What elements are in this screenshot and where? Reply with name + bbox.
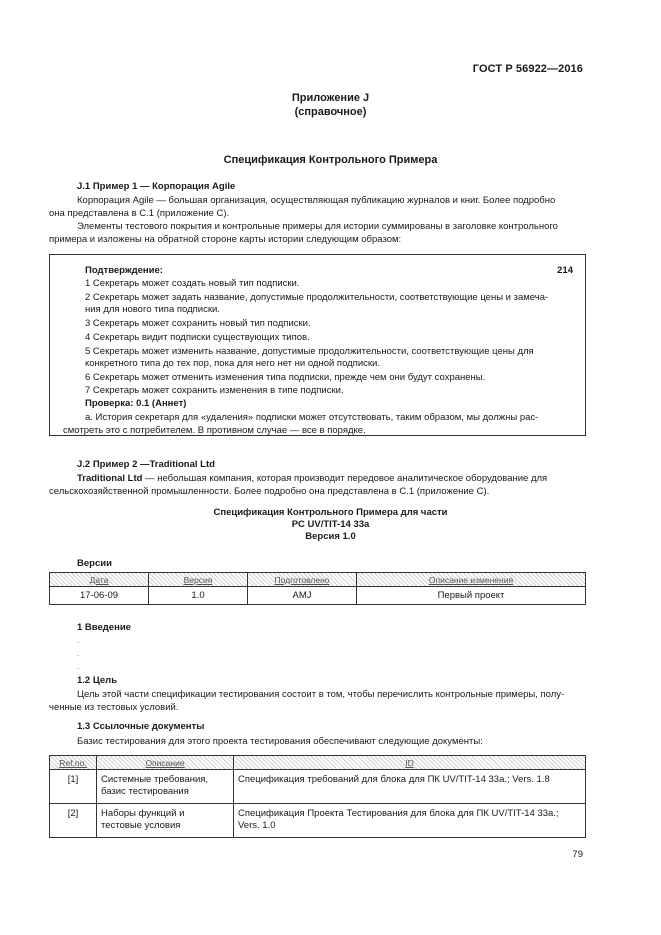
goal-heading: 1.2 Цель (77, 675, 118, 686)
j1-paragraph-1-line-1: Корпорация Agile — большая организация, осуществляющая публикацию журналов и книг. Более подробно (77, 195, 556, 206)
version-number-cell: 1.0 (149, 587, 248, 605)
version-description-cell: Первый проект (357, 587, 586, 605)
ref-id-line-2: Vers. 1.0 (238, 820, 276, 831)
j2-paragraph-line-1-text: — небольшая компания, которая производит передовое аналитическое оборудование для (142, 473, 548, 484)
table-row (50, 587, 586, 605)
goal-text-line-2: ченные из тестовых условий. (49, 702, 179, 713)
ref-number-cell: [1] (50, 770, 97, 804)
ref-description-line-2: тестовые условия (101, 820, 181, 831)
ref-description-line-2: базис тестирования (101, 786, 189, 797)
spec-title-line-1: Спецификация Контрольного Примера для части (213, 507, 448, 518)
ref-id-cell (234, 770, 586, 804)
ref-description-line-1: Наборы функций и (101, 808, 185, 819)
j1-paragraph-1-line-2: она представлена в С.1 (приложение С). (49, 208, 230, 219)
version-author-cell: AMJ (248, 587, 357, 605)
spec-title-line-3: Версия 1.0 (305, 531, 356, 542)
refs-intro: Базис тестирования для этого проекта тестирования обеспечивают следующие документы: (77, 736, 483, 747)
section-j1-heading: J.1 Пример 1 — Корпорация Agile (77, 181, 236, 192)
main-title: Спецификация Контрольного Примера (223, 154, 438, 166)
j1-paragraph-2-line-2: примера и изложены на обратной стороне карты истории следующим образом: (49, 234, 402, 245)
ref-id-cell (234, 804, 586, 838)
versions-header-row (50, 573, 586, 587)
versions-col-prepared: Подготовлено (248, 573, 357, 587)
refs-header-row (50, 756, 586, 770)
ref-id-line-1: Спецификация требований для блока для ПК UV/TIT-14 33a.; Vers. 1.8 (238, 774, 550, 785)
table-row (50, 804, 586, 838)
refs-col-ref: Ref.no. (50, 756, 97, 770)
story-card-line-7: конкретного типа до тех пор, пока для него нет ни одной подписки. (85, 358, 381, 369)
story-card-line-5: 4 Секретарь видит подписки существующих типов. (85, 332, 310, 343)
goal-text-line-1: Цель этой части спецификации тестирования состоит в том, чтобы перечислить контрольные примеры, полу- (77, 689, 565, 700)
intro-heading: 1 Введение (77, 622, 131, 633)
spec-title-line-2: PC UV/TIT-14 33a (291, 519, 370, 530)
references-table (49, 755, 586, 838)
refs-col-id: ID (234, 756, 586, 770)
j2-paragraph-line-2: сельскохозяйственной промышленности. Более подробно она представлена в С.1 (приложение С). (49, 486, 490, 497)
versions-heading: Версии (77, 558, 112, 569)
ref-description-line-1: Системные требования, (101, 774, 209, 785)
j1-paragraph-2-line-1: Элементы тестового покрытия и контрольные примеры для истории суммированы в заголовке контрольного (77, 221, 558, 232)
versions-col-description: Описание изменения (357, 573, 586, 587)
story-card-line-1: 1 Секретарь может создать новый тип подписки. (85, 278, 300, 289)
j2-paragraph-line-1 (77, 472, 585, 485)
story-card-check: Проверка: 0.1 (Аннет) (85, 398, 187, 409)
standard-code: ГОСТ Р 56922—2016 (472, 63, 583, 75)
section-j2-heading: J.2 Пример 2 —Traditional Ltd (77, 459, 215, 470)
ref-description-cell (97, 804, 234, 838)
page-number: 79 (572, 849, 583, 860)
table-row (50, 770, 586, 804)
ref-description-cell (97, 770, 234, 804)
story-card-note-line-1: а. История секретаря для «удаления» подписки может отсутствовать, таким образом, мы должны рас- (85, 412, 539, 423)
list-item: . (77, 662, 80, 671)
appendix-subtitle: (справочное) (294, 106, 367, 118)
story-card-line-9: 7 Секретарь может сохранить изменения в типе подписки. (85, 385, 344, 396)
refs-col-description: Описание (97, 756, 234, 770)
versions-col-version: Версия (149, 573, 248, 587)
story-card-line-6: 5 Секретарь может изменить название, допустимые продолжительности, соответствующие цены для (85, 346, 534, 357)
j2-company-name: Traditional Ltd (77, 473, 143, 484)
story-card-number: 214 (557, 265, 573, 276)
versions-table (49, 572, 586, 605)
appendix-title: Приложение J (291, 92, 370, 104)
list-item: . (77, 636, 80, 645)
story-card-line-4: 3 Секретарь может сохранить новый тип подписки. (85, 318, 311, 329)
story-card-line-2: 2 Секретарь может задать название, допустимые продолжительности, соответствующие цены и замеча- (85, 292, 549, 303)
story-card-title: Подтверждение: (85, 265, 163, 276)
ref-id-line-1: Спецификация Проекта Тестирования для блока для ПК UV/TIT-14 33a.; (238, 808, 559, 819)
story-card-line-3: ния для нового типа подписки. (85, 304, 220, 315)
story-card-line-8: 6 Секретарь может отменить изменения типа подписки, прежде чем они будут сохранены. (85, 372, 486, 383)
version-date-cell: 17-06-09 (50, 587, 149, 605)
list-item: . (77, 649, 80, 658)
ref-number-cell: [2] (50, 804, 97, 838)
story-card-note-line-2: смотреть это с потребителем. В противном случае — все в порядке. (63, 425, 366, 436)
refs-heading: 1.3 Ссылочные документы (77, 721, 205, 732)
versions-col-date: Дата (50, 573, 149, 587)
